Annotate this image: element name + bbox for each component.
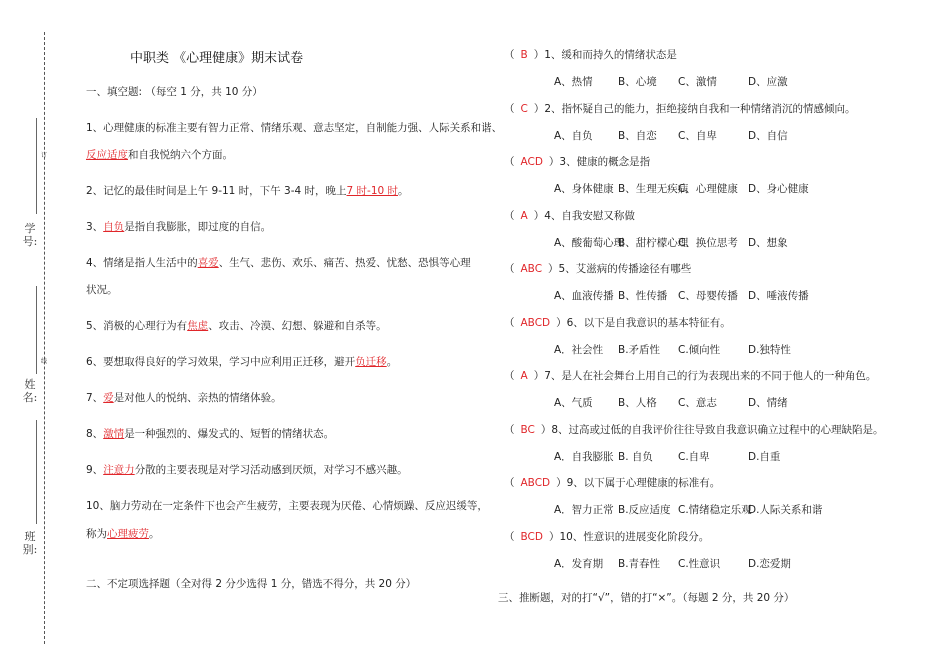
choice-option: B、人格	[618, 397, 657, 409]
choice-option: B、生理无疾病	[618, 183, 689, 195]
section2-heading: 二、不定项选择题（全对得 2 分少选得 1 分，错选不得分，共 20 分）	[86, 578, 417, 590]
choice-option: C、母婴传播	[678, 290, 738, 302]
paren-close: ）	[548, 263, 559, 275]
q1-text-end: 和自我悦纳六个方面。	[128, 149, 233, 161]
choice-answer: A	[520, 370, 528, 382]
choice-question-text: 10、性意识的进展变化阶段分。	[559, 531, 710, 543]
choice-question-text: 2、指怀疑自己的能力，拒绝接纳自我和一种情绪消沉的情感倾向。	[544, 103, 856, 115]
q1-answer: 反应适度	[86, 149, 128, 161]
choice-answer: C	[520, 103, 528, 115]
choice-option: C、换位思考	[678, 237, 738, 249]
choice-option: A．自我膨胀	[554, 451, 614, 463]
question-5	[86, 318, 387, 333]
choice-option: B、心境	[618, 76, 657, 88]
choice-option: C、激情	[678, 76, 717, 88]
question-10-line2	[86, 526, 160, 541]
choice-option: C、意志	[678, 397, 717, 409]
student-no-label: 学号:	[22, 222, 38, 248]
q2-text: 2、记忆的最佳时间是上午 9-11 时，下午 3-4 时，晚上	[86, 185, 347, 197]
q9-text: 9、	[86, 464, 104, 476]
page-title: 中职类 《心理健康》期末试卷	[130, 51, 304, 66]
choice-question-1	[504, 47, 677, 62]
choice-answer: ABCD	[520, 477, 551, 489]
choice-question-4	[504, 208, 635, 223]
choice-option: D、想象	[748, 237, 788, 249]
q7-answer: 爱	[103, 392, 114, 404]
paren-open: （	[504, 317, 515, 329]
binding-mark-top: 订	[41, 152, 48, 159]
paren-close: ）	[556, 477, 567, 489]
choice-option: A、身体健康	[554, 183, 614, 195]
choice-option: B.矛盾性	[618, 344, 661, 356]
choice-option: D.恋爱期	[748, 558, 791, 570]
paren-close: ）	[533, 370, 545, 382]
choice-question-9	[504, 475, 720, 490]
choice-option: B. 自负	[618, 451, 653, 463]
paren-open: （	[504, 156, 515, 168]
choice-option: D、身心健康	[748, 183, 809, 195]
q5-answer: 焦虑	[187, 320, 209, 332]
choice-question-7	[504, 368, 876, 383]
question-8	[86, 426, 334, 441]
q9-text-end: 分散的主要表现是对学习活动感到厌烦，对学习不感兴趣。	[134, 464, 408, 476]
section1-heading: 一、填空题: （每空 1 分，共 10 分）	[86, 86, 263, 98]
choice-option: B、自恋	[618, 130, 657, 142]
choice-question-text: 6、以下是自我意识的基本特征有。	[566, 317, 731, 329]
choice-question-text: 7、是人在社会舞台上用自己的行为表现出来的不同于他人的一种角色。	[544, 370, 877, 382]
q5-text-end: 、攻击、冷漠、幻想、躲避和自杀等。	[208, 320, 387, 332]
paren-close: ）	[533, 49, 545, 61]
choice-answer: BCD	[520, 531, 543, 543]
paren-close: ）	[540, 424, 552, 436]
question-9	[86, 462, 408, 477]
section3-heading: 三、推断题，对的打“√”，错的打“×”。（每题 2 分，共 20 分）	[498, 592, 795, 604]
choice-option: B.青春性	[618, 558, 661, 570]
paren-close: ）	[548, 531, 560, 543]
choice-question-5	[504, 261, 691, 276]
choice-question-3	[504, 154, 650, 169]
q1-text: 1、心理健康的标准主要有智力正常、情绪乐观、意志坚定，自制能力强、人际关系和谐、	[86, 122, 503, 134]
choice-answer: ABCD	[520, 317, 551, 329]
choice-question-text: 9、以下属于心理健康的标准有。	[566, 477, 721, 489]
choice-option: B、甜柠檬心理	[618, 237, 689, 249]
q3-answer: 自负	[103, 221, 125, 233]
choice-answer: ABC	[520, 263, 543, 275]
paren-close: ）	[533, 210, 545, 222]
q8-text-end: 是一种强烈的、爆发式的、短暂的情绪状态。	[124, 428, 335, 440]
choice-question-2	[504, 101, 856, 116]
choice-option: A、热情	[554, 76, 593, 88]
choice-option: A、自负	[554, 130, 593, 142]
choice-option: C.性意识	[678, 558, 721, 570]
q7-text: 7、	[86, 392, 104, 404]
choice-option: A．社会性	[554, 344, 604, 356]
choice-question-10	[504, 529, 709, 544]
paren-open: （	[504, 531, 515, 543]
question-7	[86, 390, 282, 405]
q6-answer: 负迁移	[355, 356, 387, 368]
choice-option: B.反应适度	[618, 504, 671, 516]
choice-option: A．发育期	[554, 558, 604, 570]
q10-text: 称为	[86, 528, 107, 540]
choice-answer: A	[520, 210, 528, 222]
q3-text: 3、	[86, 221, 104, 233]
question-1-line2	[86, 147, 233, 162]
choice-option: C.情绪稳定乐观	[678, 504, 752, 516]
choice-option: D.人际关系和谐	[748, 504, 823, 516]
paren-open: （	[504, 210, 515, 222]
choice-question-text: 3、健康的概念是指	[559, 156, 651, 168]
choice-question-text: 5、艾滋病的传播途径有哪些	[558, 263, 692, 275]
question-4-line1	[86, 255, 471, 270]
choice-option: D.自重	[748, 451, 781, 463]
question-2	[86, 183, 409, 198]
student-no-rule	[36, 118, 37, 214]
choice-option: D、自信	[748, 130, 788, 142]
paren-close: ）	[533, 103, 545, 115]
name-rule	[36, 286, 37, 374]
class-rule	[36, 420, 37, 524]
choice-option: A．智力正常	[554, 504, 614, 516]
choice-option: A、气质	[554, 397, 593, 409]
choice-question-text: 1、缓和而持久的情绪状态是	[544, 49, 677, 61]
choice-answer: ACD	[520, 156, 543, 168]
choice-option: D.独特性	[748, 344, 791, 356]
paren-close: ）	[556, 317, 567, 329]
binding-dashed-line	[44, 32, 45, 644]
paren-open: （	[504, 49, 515, 61]
q10-text-end: 。	[149, 528, 160, 540]
choice-option: C.倾向性	[678, 344, 721, 356]
paren-open: （	[504, 103, 515, 115]
choice-question-8	[504, 422, 884, 437]
choice-option: D、应激	[748, 76, 788, 88]
choice-option: C.自卑	[678, 451, 710, 463]
choice-option: C、自卑	[678, 130, 717, 142]
choice-question-text: 4、自我安慰又称做	[544, 210, 635, 222]
q9-answer: 注意力	[103, 464, 135, 476]
q4-answer: 喜爱	[197, 257, 219, 269]
paren-open: （	[504, 477, 515, 489]
choice-question-text: 8、过高或过低的自我评价往往导致自我意识确立过程中的心理缺陷是。	[551, 424, 884, 436]
q8-answer: 激情	[103, 428, 125, 440]
q6-text: 6、要想取得良好的学习效果，学习中应利用正迁移，避开	[86, 356, 356, 368]
choice-option: D、唾液传播	[748, 290, 809, 302]
choice-option: A、酸葡萄心理	[554, 237, 625, 249]
q5-text: 5、消极的心理行为有	[86, 320, 188, 332]
q2-text-end: 。	[398, 185, 409, 197]
paren-close: ）	[548, 156, 560, 168]
choice-answer: BC	[520, 424, 535, 436]
q6-text-end: 。	[386, 356, 398, 368]
paren-open: （	[504, 263, 515, 275]
q4-text: 4、情绪是指人生活中的	[86, 257, 198, 269]
paren-open: （	[504, 424, 515, 436]
choice-option: C、心理健康	[678, 183, 738, 195]
q10-answer: 心理疲劳	[107, 528, 149, 540]
q3-text-end: 是指自我膨胀，即过度的自信。	[124, 221, 272, 233]
paren-open: （	[504, 370, 515, 382]
q4-text-mid: 、生气、悲伤、欢乐、痛苦、热爱、忧愁、恐惧等心理	[218, 257, 471, 269]
class-label: 班别:	[22, 530, 38, 556]
question-10-line1: 10、脑力劳动在一定条件下也会产生疲劳，主要表现为厌倦、心情烦躁、反应迟缓等，	[86, 500, 488, 512]
question-3	[86, 219, 271, 234]
choice-answer: B	[520, 49, 528, 61]
choice-option: B、性传播	[618, 290, 668, 302]
question-6	[86, 354, 397, 369]
choice-question-6	[504, 315, 731, 330]
question-1-line1	[86, 120, 502, 135]
choice-option: A、血液传播	[554, 290, 614, 302]
question-4-line2: 状况。	[86, 284, 118, 296]
name-label: 姓名:	[22, 378, 38, 404]
q2-answer: 7 时-10 时	[346, 185, 399, 197]
binding-mark-mid: 线	[41, 358, 48, 365]
q8-text: 8、	[86, 428, 104, 440]
choice-option: D、情绪	[748, 397, 788, 409]
q7-text-end: 是对他人的悦纳、亲热的情绪体验。	[113, 392, 282, 404]
